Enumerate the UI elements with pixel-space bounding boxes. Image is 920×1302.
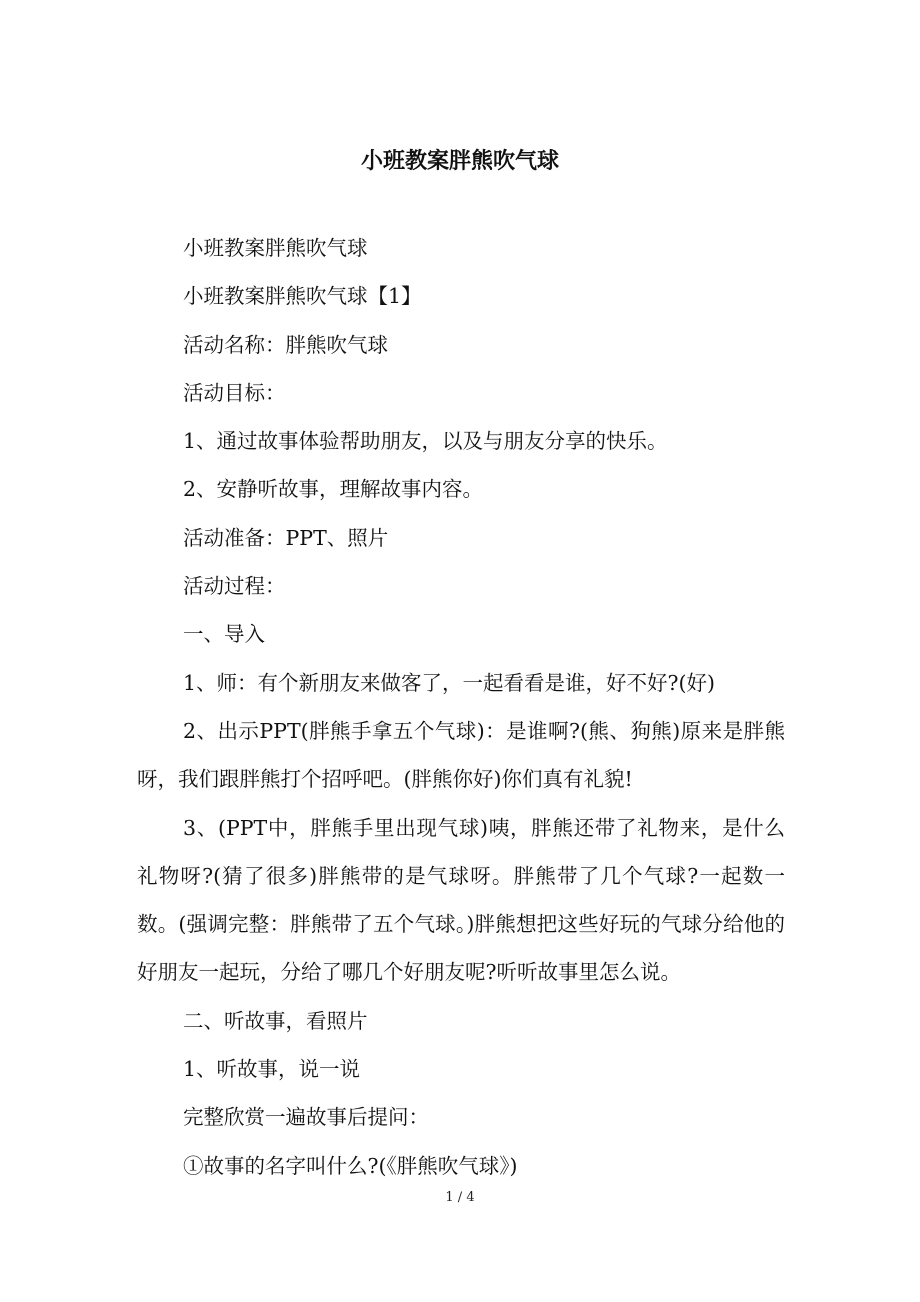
paragraph: 二、听故事，看照片 [183,1008,368,1033]
page-number: 1 / 4 [445,1190,475,1205]
paragraph: 1、师：有个新朋友来做客了，一起看看是谁，好不好?(好) [183,670,716,695]
paragraph: 2、安静听故事，理解故事内容。 [183,477,484,502]
paragraph: ①故事的名字叫什么?(《胖熊吹气球》) [183,1153,518,1178]
paragraph: 活动过程： [183,574,286,599]
paragraph: 活动目标： [183,380,286,405]
paragraph: 一、导入 [183,622,265,647]
paragraph: 1、听故事，说一说 [183,1057,361,1082]
paragraph: 活动准备：PPT、照片 [183,525,389,550]
paragraph: 小班教案胖熊吹气球 [183,236,368,260]
paragraph: 2、出示PPT(胖熊手拿五个气球)：是谁啊?(熊、狗熊)原来是胖熊呀，我们跟胖熊打个招呼吧。(胖熊你好)你们真有礼貌! [137,718,785,792]
paragraph: 小班教案胖熊吹气球【1】 [183,284,422,309]
paragraph: 活动名称：胖熊吹气球 [183,332,388,357]
paragraph: 完整欣赏一遍故事后提问： [183,1105,429,1130]
paragraph: 3、(PPT中，胖熊手里出现气球)咦，胖熊还带了礼物来，是什么礼物呀?(猜了很多)胖熊带的是气球呀。胖熊带了几个气球?一起数一数。(强调完整：胖熊带了五个气球。)胖熊想把这些好玩的气球分给他的好朋友一起玩，分给了哪几个好朋友呢?听听故事里怎么说。 [137,815,785,985]
document-body [137,224,785,1190]
page-title: 小班教案胖熊吹气球 [360,148,559,174]
paragraph: 1、通过故事体验帮助朋友，以及与朋友分享的快乐。 [183,429,668,454]
